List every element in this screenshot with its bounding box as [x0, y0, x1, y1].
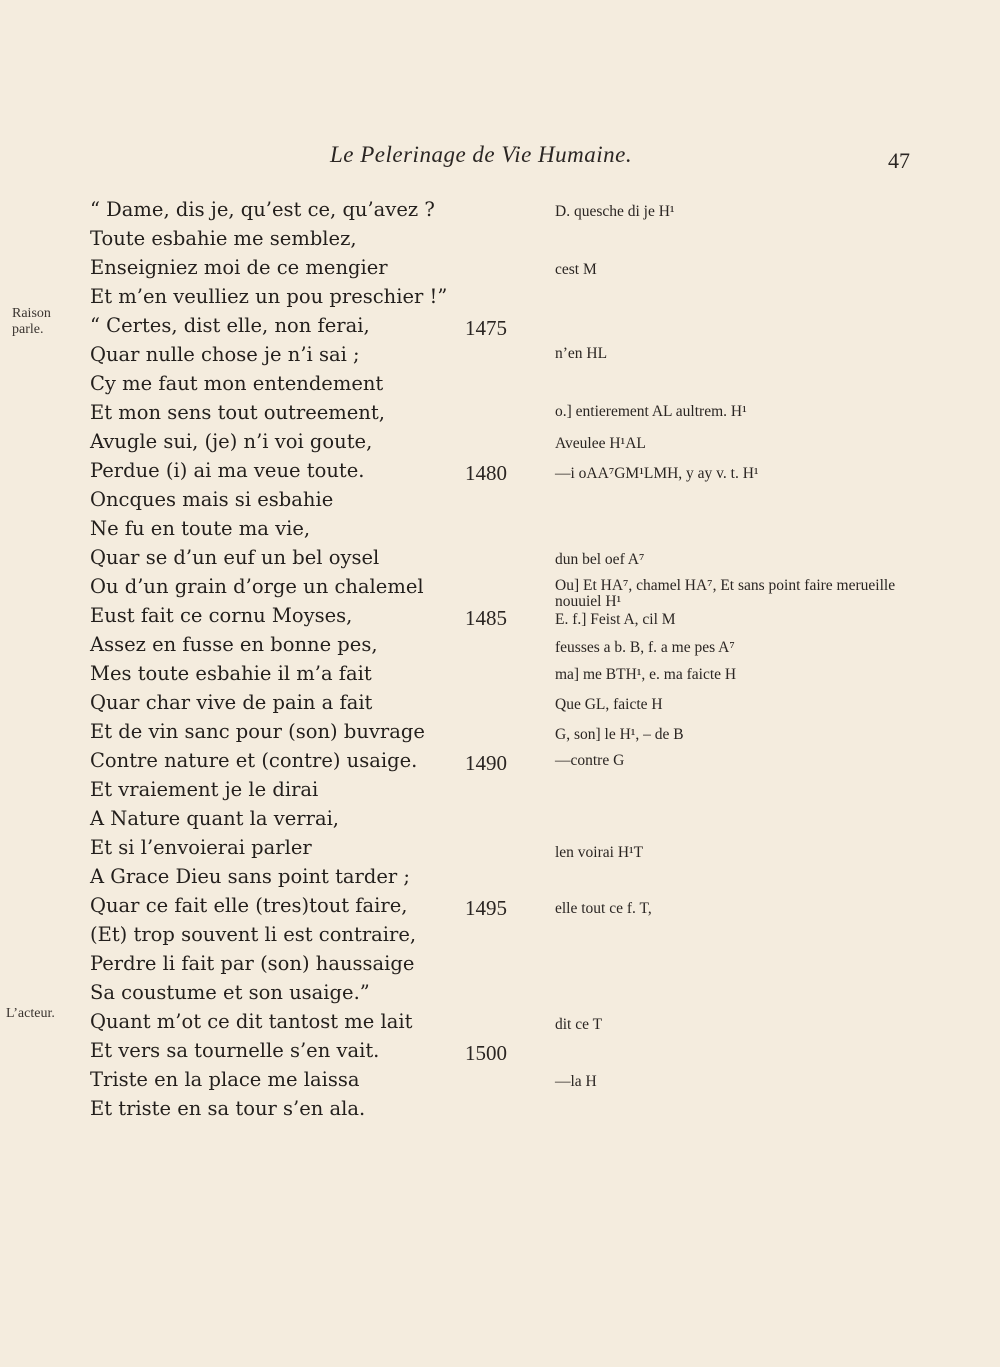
verse-line: Ne fu en toute ma vie,	[90, 517, 311, 540]
variant-reading: o.] entierement AL aultrem. H¹	[555, 403, 747, 420]
verse-line: Oncques mais si esbahie	[90, 488, 334, 511]
verse-line: A Grace Dieu sans point tarder ;	[90, 865, 410, 888]
variant-reading: D. quesche di je H¹	[555, 203, 675, 220]
line-number: 1475	[465, 316, 507, 340]
verse-line: Et m’en veulliez un pou preschier !”	[90, 285, 448, 308]
verse-line: “ Dame, dis je, qu’est ce, qu’avez ?	[90, 198, 435, 221]
line-number: 1480	[465, 461, 507, 485]
variant-reading: ma] me BTH¹, e. ma faicte H	[555, 666, 737, 683]
verse-line: Quant m’ot ce dit tantost me lait	[90, 1010, 413, 1033]
verse-line: Quar ce fait elle (tres)tout faire,	[90, 894, 408, 917]
verse-line: Et de vin sanc pour (son) buvrage	[90, 720, 425, 743]
verse-line: Et vers sa tournelle s’en vait.	[90, 1039, 380, 1062]
verse-line: Avugle sui, (je) n’i voi goute,	[90, 430, 373, 453]
margin-note-speaker: Raison	[12, 306, 51, 321]
variant-reading: Que GL, faicte H	[555, 696, 663, 713]
variant-reading: cest M	[555, 261, 597, 278]
line-number: 1490	[465, 751, 507, 775]
variant-reading: —contre G	[555, 752, 625, 769]
margin-note-speaker: parle.	[12, 322, 44, 337]
verse-line: Enseigniez moi de ce mengier	[90, 256, 388, 279]
line-number: 1485	[465, 606, 507, 630]
variant-reading: —i oAA⁷GM¹LMH, y ay v. t. H¹	[555, 465, 759, 482]
variant-reading: len voirai H¹T	[555, 844, 644, 861]
variant-reading: Ou] Et HA⁷, chamel HA⁷, Et sans point faire merueille nouuiel H¹	[555, 577, 896, 610]
variant-reading: —la H	[555, 1073, 597, 1090]
verse-line: “ Certes, dist elle, non ferai,	[90, 314, 370, 337]
verse-line: Sa coustume et son usaige.”	[90, 981, 370, 1004]
verse-line: Assez en fusse en bonne pes,	[90, 633, 378, 656]
verse-line: Contre nature et (contre) usaige.	[90, 749, 418, 772]
verse-line: Triste en la place me laissa	[90, 1068, 360, 1091]
verse-line: Quar char vive de pain a fait	[90, 691, 373, 714]
running-title: Le Pelerinage de Vie Humaine.	[330, 142, 633, 167]
verse-line: (Et) trop souvent li est contraire,	[90, 923, 417, 946]
verse-line: Ou d’un grain d’orge un chalemel	[90, 575, 424, 598]
variant-reading: Aveulee H¹AL	[555, 435, 646, 452]
variant-reading: G, son] le H¹, – de B	[555, 726, 684, 743]
verse-line: Cy me faut mon entendement	[90, 372, 384, 395]
line-number: 1495	[465, 896, 507, 920]
verse-line: Quar se d’un euf un bel oysel	[90, 546, 380, 569]
verse-line: Quar nulle chose je n’i sai ;	[90, 343, 360, 366]
verse-line: Perdre li fait par (son) haussaige	[90, 952, 415, 975]
variant-reading: n’en HL	[555, 345, 608, 362]
variant-reading: dit ce T	[555, 1016, 603, 1033]
verse-line: Et vraiement je le dirai	[90, 778, 319, 801]
verse-line: A Nature quant la verrai,	[90, 807, 340, 830]
variant-reading: elle tout ce f. T,	[555, 900, 652, 917]
page-number: 47	[888, 148, 910, 173]
verse-line: Et si l’envoierai parler	[90, 836, 312, 859]
verse-line: Perdue (i) ai ma veue toute.	[90, 459, 365, 482]
verse-line: Et triste en sa tour s’en ala.	[90, 1097, 366, 1120]
line-number: 1500	[465, 1041, 507, 1065]
margin-note-speaker: L’acteur.	[6, 1006, 55, 1021]
variant-reading: E. f.] Feist A, cil M	[555, 611, 676, 628]
verse-line: Eust fait ce cornu Moyses,	[90, 604, 353, 627]
verse-line: Toute esbahie me semblez,	[90, 227, 357, 250]
verse-line: Mes toute esbahie il m’a fait	[90, 662, 372, 685]
verse-line: Et mon sens tout outreement,	[90, 401, 385, 424]
variant-reading: dun bel oef A⁷	[555, 551, 645, 568]
variant-reading: feusses a b. B, f. a me pes A⁷	[555, 639, 735, 656]
